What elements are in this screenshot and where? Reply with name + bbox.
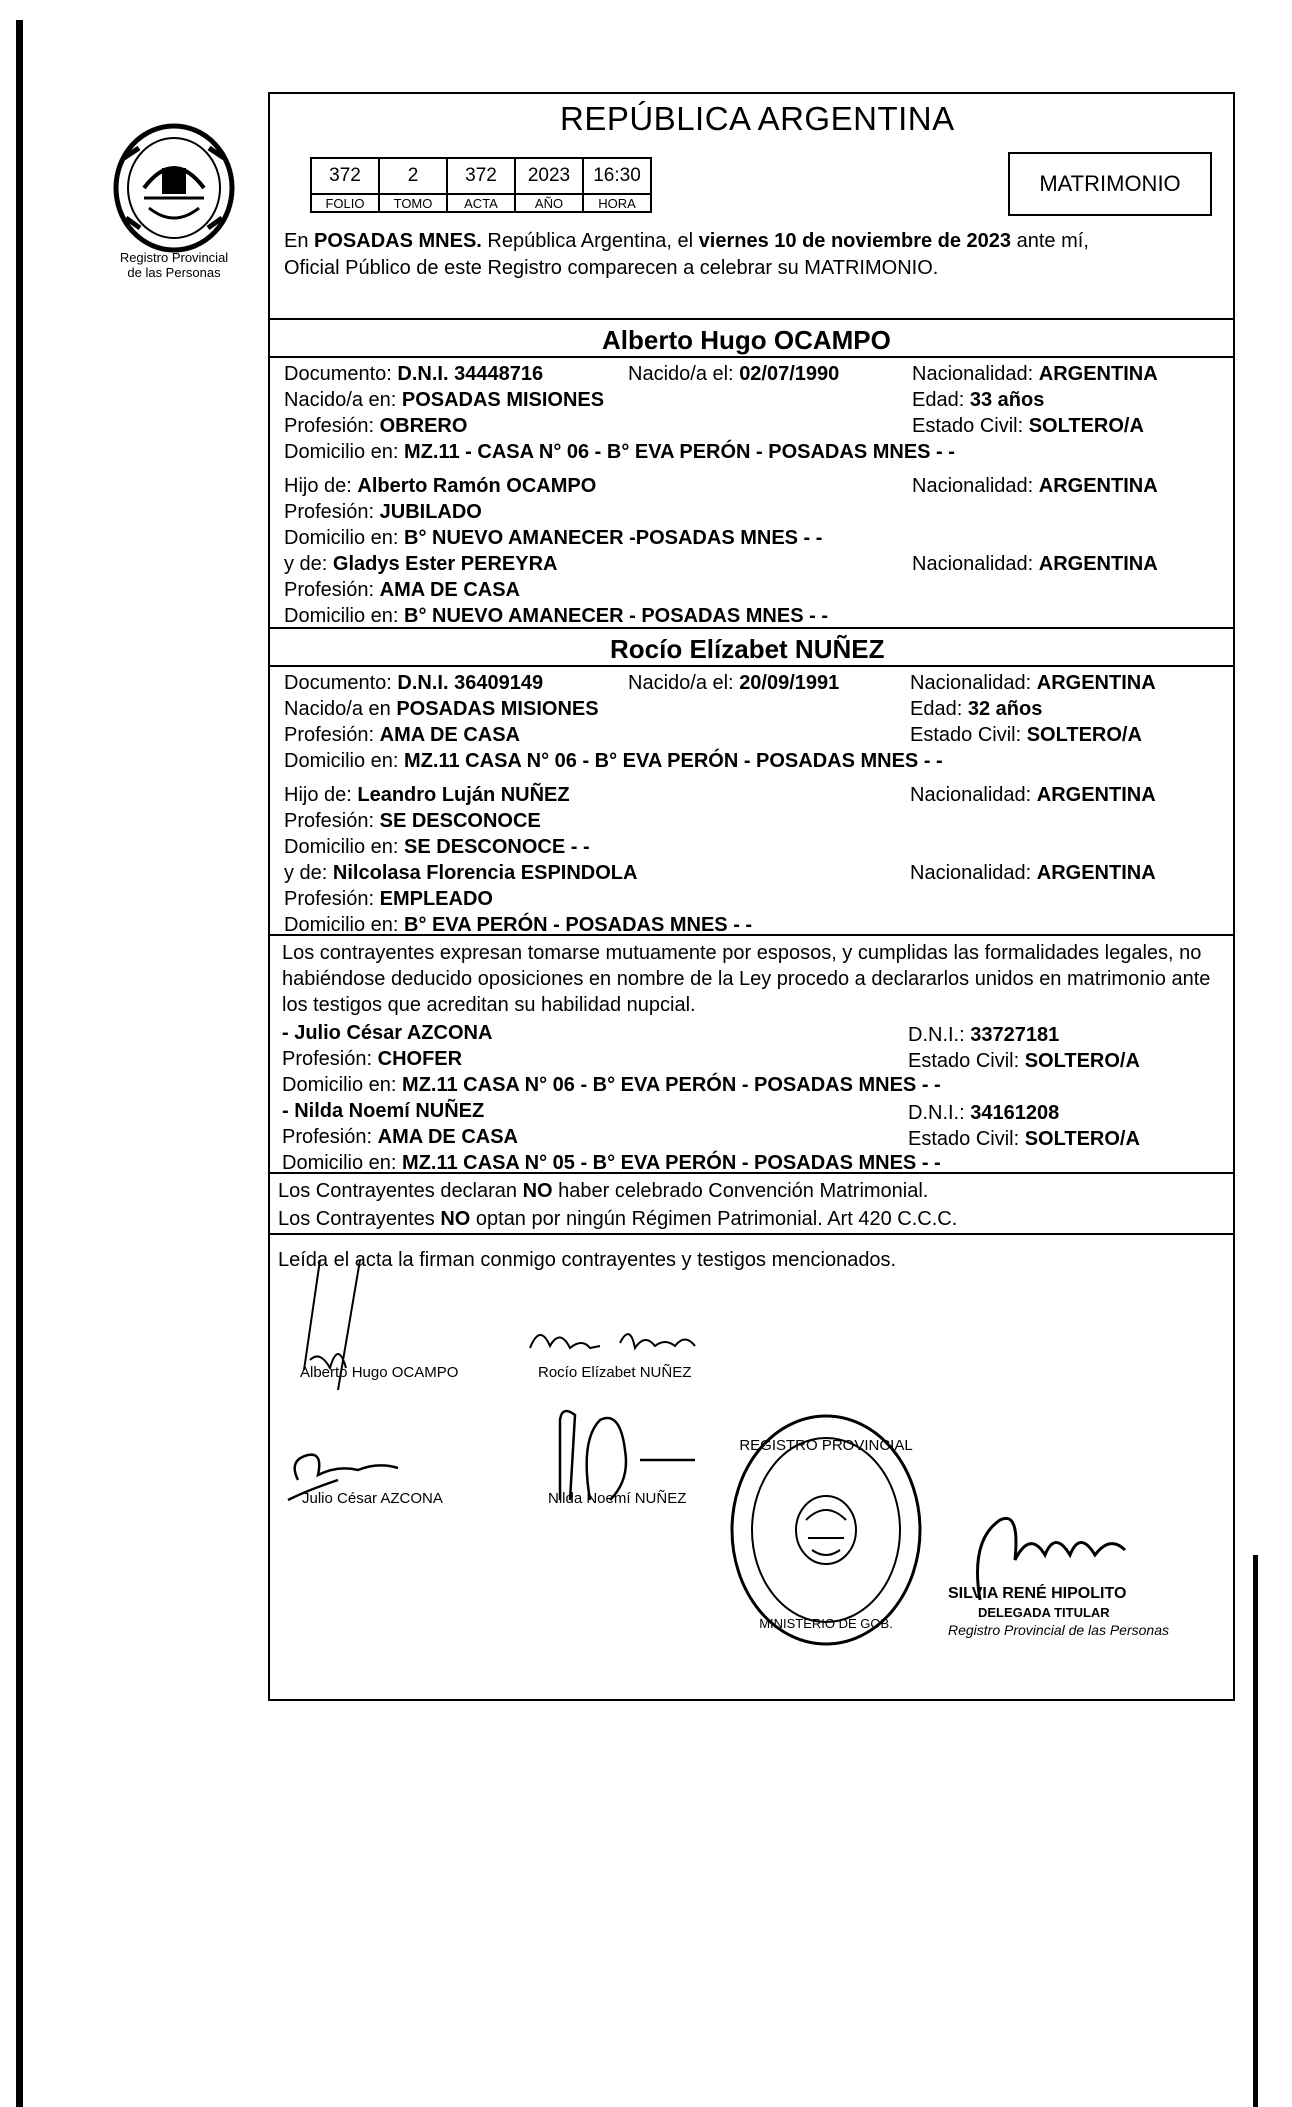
divider [268,318,1233,320]
acta-label: ACTA [447,194,515,212]
witness1-dni: D.N.I.: 33727181 [908,1024,1060,1046]
svg-text:REGISTRO PROVINCIAL: REGISTRO PROVINCIAL [739,1437,913,1454]
ano-value: 2023 [515,158,583,194]
groom-father-nationality: Nacionalidad: ARGENTINA [912,475,1158,497]
witness2-name: - Nilda Noemí NUÑEZ [282,1100,485,1122]
ano-label: AÑO [515,194,583,212]
bride-age: Edad: 32 años [910,698,1043,720]
acta-value: 372 [447,158,515,194]
tomo-value: 2 [379,158,447,194]
logo-caption [92,250,256,280]
hora-value: 16:30 [583,158,651,194]
bride-name: Rocío Elízabet NUÑEZ [610,634,885,664]
officer-office: Registro Provincial de las Personas [948,1622,1169,1638]
groom-profession: Profesión: OBRERO [284,415,468,437]
witness2-profession: Profesión: AMA DE CASA [282,1126,518,1148]
hora-label: HORA [583,194,651,212]
province-emblem [104,118,244,258]
witness1-signature-name: Julio César AZCONA [302,1490,443,1507]
bride-father: Hijo de: Leandro Luján NUÑEZ [284,784,570,806]
witness2-signature-name: Nilda Noemí NUÑEZ [548,1490,687,1507]
declaration-line1: Los contrayentes expresan tomarse mutuamente por esposos, y cumplidas las formalidades legales, no [282,942,1202,964]
tomo-label: TOMO [379,194,447,212]
witness1-civil-status: Estado Civil: SOLTERO/A [908,1050,1140,1072]
declaration-line3: los testigos que acreditan su habilidad nupcial. [282,994,696,1016]
bride-document: Documento: D.N.I. 36409149 [284,672,544,694]
groom-address: Domicilio en: MZ.11 - CASA N° 06 - B° EVA PERÓN - POSADAS MNES - - [284,441,955,463]
bride-signature-name: Rocío Elízabet NUÑEZ [538,1364,692,1381]
margin-bar-right [1253,1555,1258,2107]
bride-civil-status: Estado Civil: SOLTERO/A [910,724,1142,746]
bride-mother-profession: Profesión: EMPLEADO [284,888,493,910]
bride-father-address: Domicilio en: SE DESCONOCE - - [284,836,590,858]
witness2-address: Domicilio en: MZ.11 CASA N° 05 - B° EVA PERÓN - POSADAS MNES - - [282,1152,941,1174]
bride-mother: y de: Nilcolasa Florencia ESPINDOLA [284,862,638,884]
groom-father: Hijo de: Alberto Ramón OCAMPO [284,475,597,497]
closing-text: Leída el acta la firman conmigo contrayentes y testigos mencionados. [278,1249,897,1271]
groom-father-profession: Profesión: JUBILADO [284,501,482,523]
divider [268,1233,1233,1235]
svg-text:MINISTERIO DE GOB.: MINISTERIO DE GOB. [759,1616,893,1631]
bride-born: Nacido/a el: 20/09/1991 [628,672,840,694]
witness1-name: - Julio César AZCONA [282,1022,493,1044]
bride-mother-nationality: Nacionalidad: ARGENTINA [910,862,1156,884]
bride-nationality: Nacionalidad: ARGENTINA [910,672,1156,694]
groom-document: Documento: D.N.I. 34448716 [284,363,544,385]
officer-role: DELEGADA TITULAR [978,1605,1110,1620]
intro-line1: En POSADAS MNES. República Argentina, el viernes 10 de noviembre de 2023 ante mí, [284,230,1089,252]
folio-value: 372 [311,158,379,194]
witness2-dni: D.N.I.: 34161208 [908,1102,1060,1124]
bride-mother-address: Domicilio en: B° EVA PERÓN - POSADAS MNES - - [284,914,753,936]
doc-type-box: MATRIMONIO [1008,152,1212,216]
groom-age: Edad: 33 años [912,389,1045,411]
official-seal [726,1410,926,1650]
groom-signature [290,1250,400,1405]
folio-label: FOLIO [311,194,379,212]
groom-mother: y de: Gladys Ester PEREYRA [284,553,558,575]
registry-table [310,157,652,213]
groom-born: Nacido/a el: 02/07/1990 [628,363,840,385]
divider [268,665,1233,667]
groom-civil-status: Estado Civil: SOLTERO/A [912,415,1144,437]
groom-name: Alberto Hugo OCAMPO [602,325,891,355]
groom-mother-address: Domicilio en: B° NUEVO AMANECER - POSADAS MNES - - [284,605,828,627]
witness1-profession: Profesión: CHOFER [282,1048,463,1070]
witness2-civil-status: Estado Civil: SOLTERO/A [908,1128,1140,1150]
bride-birthplace: Nacido/a en POSADAS MISIONES [284,698,599,720]
bride-address: Domicilio en: MZ.11 CASA N° 06 - B° EVA PERÓN - POSADAS MNES - - [284,750,943,772]
logo-caption-line1: Registro Provincial [119,250,229,265]
groom-nationality: Nacionalidad: ARGENTINA [912,363,1158,385]
groom-mother-profession: Profesión: AMA DE CASA [284,579,520,601]
witness1-address: Domicilio en: MZ.11 CASA N° 06 - B° EVA PERÓN - POSADAS MNES - - [282,1074,941,1096]
bride-father-nationality: Nacionalidad: ARGENTINA [910,784,1156,806]
groom-father-address: Domicilio en: B° NUEVO AMANECER -POSADAS MNES - - [284,527,823,549]
groom-signature-name: Alberto Hugo OCAMPO [300,1364,459,1381]
notes-line1: Los Contrayentes declaran NO haber celebrado Convención Matrimonial. [278,1180,929,1202]
officer-name: SILVIA RENÉ HIPOLITO [948,1585,1127,1602]
margin-bar [16,20,23,2107]
bride-father-profession: Profesión: SE DESCONOCE [284,810,541,832]
page-title: REPÚBLICA ARGENTINA [560,100,955,137]
declaration-line2: habiéndose deducido oposiciones en nombre de la Ley procedo a declararlos unidos en matrimonio ante [282,968,1211,990]
notes-line2: Los Contrayentes NO optan por ningún Régimen Patrimonial. Art 420 C.C.C. [278,1208,958,1230]
bride-profession: Profesión: AMA DE CASA [284,724,520,746]
groom-birthplace: Nacido/a en: POSADAS MISIONES [284,389,605,411]
divider [268,356,1233,358]
groom-mother-nationality: Nacionalidad: ARGENTINA [912,553,1158,575]
intro-line2: Oficial Público de este Registro comparecen a celebrar su MATRIMONIO. [284,257,939,279]
logo-caption-line2: de las Personas [127,265,221,280]
